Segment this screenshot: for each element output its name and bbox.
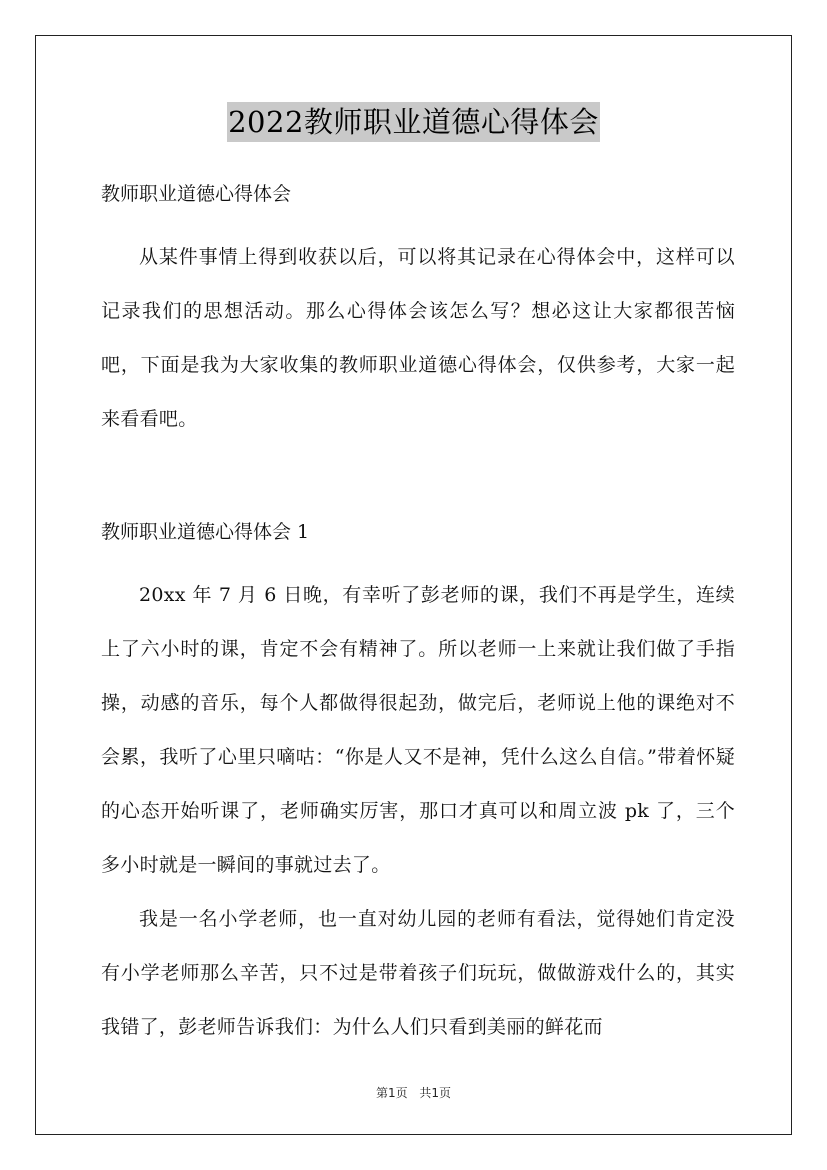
title-container: [0, 102, 827, 142]
page-footer: 第1页 共1页: [375, 1086, 452, 1100]
document-title: 2022教师职业道德心得体会: [227, 102, 600, 142]
section1-paragraph-1: 20xx 年 7 月 6 日晚，有幸听了彭老师的课，我们不再是学生，连续上了六小时的课，肯定不会有精神了。所以老师一上来就让我们做了手指操，动感的音乐，每个人都做得很起劲，做完后，老师说上他的课绝对不会累，我听了心里只嘀咕：“你是人又不是神，凭什么这么自信。”带着怀疑的心态开始听课了，老师确实厉害，那口才真可以和周立波 pk 了，三个多小时就是一瞬间的事就过去了。: [101, 584, 735, 876]
intro-paragraph: 从某件事情上得到收获以后，可以将其记录在心得体会中，这样可以记录我们的思想活动。那么心得体会该怎么写？想必这让大家都很苦恼吧，下面是我为大家收集的教师职业道德心得体会，仅供参考，大家一起来看看吧。: [101, 246, 735, 430]
intro-heading: 教师职业道德心得体会: [101, 183, 292, 205]
section1-heading: 教师职业道德心得体会 1: [101, 521, 310, 543]
document-body: [101, 178, 735, 1054]
section1-paragraph-2: 我是一名小学老师，也一直对幼儿园的老师有看法，觉得她们肯定没有小学老师那么辛苦，只不过是带着孩子们玩玩，做做游戏什么的，其实我错了，彭老师告诉我们：为什么人们只看到美丽的鲜花而: [101, 908, 735, 1038]
